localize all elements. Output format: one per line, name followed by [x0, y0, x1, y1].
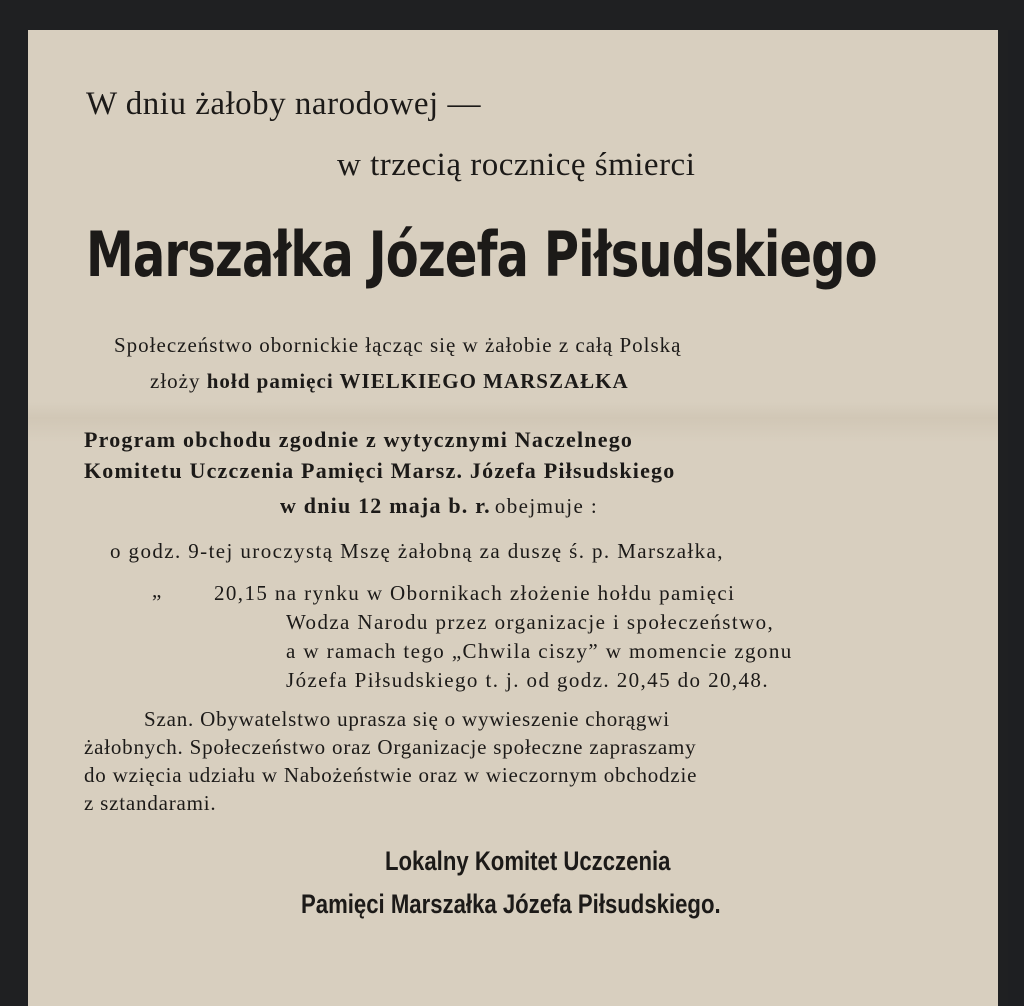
schedule-item-2-line-4: Józefa Piłsudskiego t. j. od godz. 20,45 do 20,48.: [286, 668, 769, 692]
appeal-line-4: z sztandarami.: [84, 791, 217, 815]
program-line-1: Program obchodu zgodnie z wytycznymi Naczelnego: [84, 427, 634, 452]
schedule-item-1: o godz. 9-tej uroczystą Mszę żałobną za duszę ś. p. Marszałka,: [110, 539, 724, 563]
intro-line-1: W dniu żałoby narodowej —: [86, 86, 481, 122]
appeal-line-2: żałobnych. Społeczeństwo oraz Organizacje społeczne zapraszamy: [84, 735, 697, 759]
program-line-2: Komitetu Uczczenia Pamięci Marsz. Józefa Piłsudskiego: [84, 458, 676, 483]
signature-line-1: Lokalny Komitet Uczczenia: [385, 846, 671, 876]
society-line-2-verb: złoży: [150, 369, 201, 393]
program-verb: obejmuje :: [494, 494, 599, 518]
appeal-line-3: do wzięcia udziału w Nabożeństwie oraz w wieczornym obchodzie: [84, 763, 698, 787]
intro-line-2: w trzecią rocznicę śmierci: [337, 147, 696, 183]
society-line-2: [150, 369, 629, 394]
society-line-1: Społeczeństwo obornickie łącząc się w żałobie z całą Polską: [114, 333, 682, 357]
program-line-3: [280, 493, 598, 519]
paper-edge: [1008, 30, 1024, 1006]
memorial-notice: [28, 30, 998, 1006]
signature-line-2: Pamięci Marszałka Józefa Piłsudskiego.: [301, 889, 721, 919]
schedule-item-2-line-1: 20,15 na rynku w Obornikach złożenie hołdu pamięci: [214, 581, 736, 605]
headline: Marszałka Józefa Piłsudskiego: [86, 218, 877, 291]
schedule-item-2-line-3: a w ramach tego „Chwila ciszy” w momencie zgonu: [286, 639, 793, 663]
society-line-2-tribute: hołd pamięci WIELKIEGO MARSZAŁKA: [206, 369, 629, 393]
schedule-item-2-marker: „: [152, 578, 163, 602]
appeal-line-1: Szan. Obywatelstwo uprasza się o wywieszenie chorągwi: [144, 707, 670, 731]
schedule-item-2-line-2: Wodza Narodu przez organizacje i społeczeństwo,: [286, 610, 775, 634]
program-date: w dniu 12 maja b. r.: [280, 493, 491, 518]
